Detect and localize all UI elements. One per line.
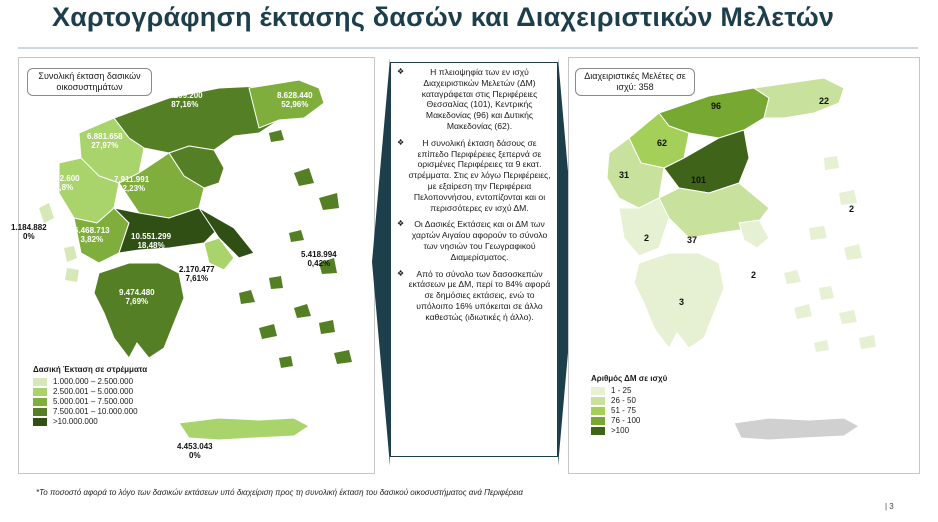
legend-item: 1.000.000 – 2.500.000	[33, 377, 147, 387]
region-value-label: 10.551.299 18,48%	[131, 232, 172, 250]
region-value-label: 2.170.477 7,61%	[179, 265, 215, 283]
region-value-label: 6.881.658 27,97%	[87, 132, 123, 150]
region-count: 37	[687, 235, 698, 245]
legend-item: >100	[591, 426, 667, 436]
legend-title: Αριθμός ΔΜ σε ισχύ	[591, 374, 668, 383]
region-value-label: 7.911.991 22,23%	[114, 175, 150, 193]
legend-item: 26 - 50	[591, 396, 667, 406]
bullet-icon: ❖	[397, 268, 405, 278]
region-count: 62	[657, 138, 668, 148]
finding-item: ❖ Η πλειοψηφία των εν ισχύ Διαχειριστικών Μελετών (ΔΜ) καταγράφεται στις Περιφέρειες Θεσσαλίας (101), Κεντρικής Μακεδονίας (96) και Δυτικής Μακεδονίας (62).	[397, 67, 538, 131]
legend-item: 7.500.001 – 10.000.000	[33, 407, 147, 417]
bullet-icon: ❖	[397, 67, 405, 76]
management-studies-map-panel	[568, 57, 920, 474]
region-value-label: 6.032.600 15,8%	[44, 174, 80, 192]
finding-item: ❖ Από το σύνολο των δασοσκεπών εκτάσεων με ΔΜ, περί το 84% αφορά σε δημόσιες εκτάσεις, ενώ το υπόλοιπο 16% υπόκειται σε άλλο καθεστώς (ιδιωτικές ή άλλο).	[397, 268, 551, 322]
region-value-label: 8.628.440 52,96%	[277, 91, 313, 109]
region-value-label: 1.184.882 0%	[11, 223, 47, 241]
region-value-label: 6.468.713 3,82%	[74, 226, 110, 244]
region-count: 31	[619, 170, 630, 180]
region-count: 3	[679, 297, 685, 307]
management-legend	[591, 374, 667, 436]
region-value-label: 9.474.480 7,69%	[119, 288, 155, 306]
page-number: | 3	[885, 502, 894, 511]
finding-item: ❖ Οι Δασικές Εκτάσεις και οι ΔΜ των χαρτών Αιγαίου αφορούν το σύνολο των νησιών του Γεωγραφικού Διαμερίσματος.	[397, 219, 548, 262]
region-count: 2	[644, 233, 650, 243]
finding-item: ❖ Η συνολική έκταση δάσους σε επίπεδο Περιφέρειες ξεπερνά σε ορισμένες Περιφέρειες τα 9 εκατ. στρέμματα. Στις εν λόγω Περιφέρειες, με εξαίρεση την Περιφέρεια Πελοποννήσου, εντοπίζονται και οι περισσότερες εν ισχύ ΔΜ.	[397, 137, 551, 213]
legend-title: Δασική Έκταση σε στρέμματα	[33, 365, 148, 374]
legend-item: 5.000.001 – 7.500.000	[33, 397, 147, 407]
left-connector-wedge	[372, 58, 392, 468]
bullet-icon: ❖	[397, 137, 405, 147]
legend-item: 51 - 75	[591, 406, 667, 416]
region-count: 96	[711, 101, 722, 111]
legend-item: 2.500.001 – 5.000.000	[33, 387, 147, 397]
legend-item: 76 - 100	[591, 416, 667, 426]
page-title: Χαρτογράφηση έκτασης δασών και Διαχειριστικών Μελετών	[52, 2, 835, 32]
region-value-label: 4.453.043 0%	[177, 442, 213, 460]
forest-area-legend	[33, 365, 147, 427]
region-count: 22	[819, 96, 830, 106]
forest-area-map-label: Συνολική έκταση δασικών οικοσυστημάτων	[27, 68, 152, 96]
region-value-label: 9.299.200 87,16%	[167, 91, 203, 109]
region-count: 101	[691, 175, 707, 185]
management-map-label: Διαχειριστικές Μελέτες σε ισχύ: 358	[575, 68, 695, 96]
region-count: 2	[849, 204, 855, 214]
bullet-icon: ❖	[397, 219, 405, 229]
footnote: *Το ποσοστό αφορά το λόγο των δασικών εκτάσεων υπό διαχείριση προς τη συνολική έκταση του δασικού οικοσυστήματος ανά Περιφέρεια	[36, 488, 523, 497]
legend-item: 1 - 25	[591, 386, 667, 396]
legend-item: >10.000.000	[33, 417, 147, 427]
region-value-label: 5.418.994 0,42%	[301, 250, 337, 268]
region-count: 2	[751, 270, 757, 280]
title-divider	[18, 47, 918, 49]
key-findings-box	[390, 62, 558, 457]
forest-area-map-panel	[11, 57, 375, 474]
